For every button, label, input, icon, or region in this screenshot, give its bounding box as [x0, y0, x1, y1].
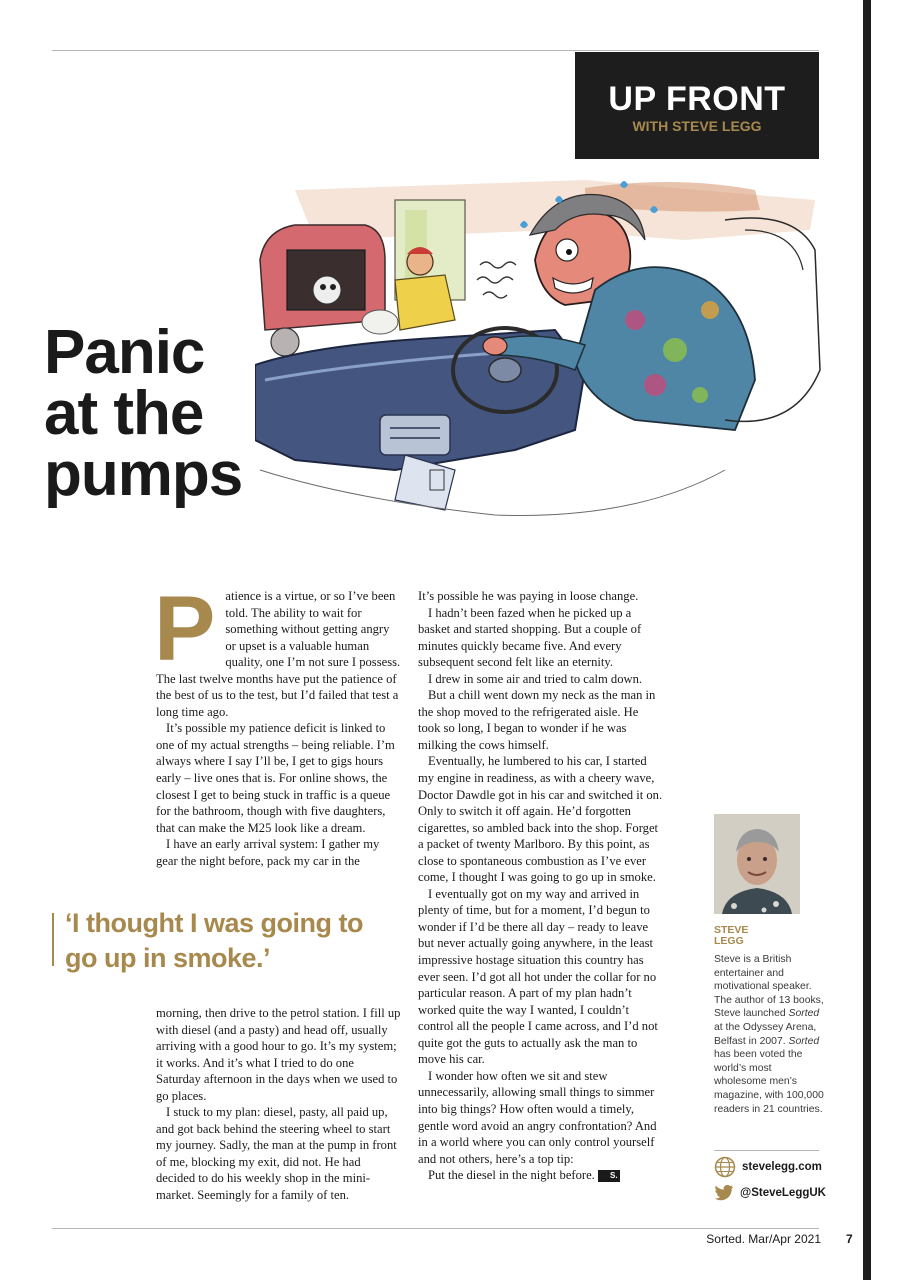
- article-column-1-bottom: [156, 1005, 401, 1204]
- body-paragraph: morning, then drive to the petrol station. I fill up with diesel (and a pasty) and head off, usually arriving with a good hour to go. It’s my system; it works. And it’s what I tried to do one Saturday afternoon in the days when we used to go places.: [156, 1006, 401, 1103]
- headline-line: at the: [44, 379, 204, 448]
- website-label: stevelegg.com: [742, 1161, 822, 1173]
- section-title: UP FRONT: [608, 80, 786, 118]
- author-photo: [714, 814, 800, 914]
- body-paragraph: I eventually got on my way and arrived in plenty of time, but for a moment, I’d begun to wonder if I’d be there all day – ready to leave but never actually going anywhere, in the least impressive hostage situation this country has ever seen. I’d got all hot under the collar for no particular reason. A part of my plan hadn’t worked quite the way I wanted, I couldn’t control all the people I came across, and I’d not quite got the guts to actually ask the man to move his car.: [418, 886, 658, 1067]
- bottom-rule: [52, 1228, 819, 1229]
- headline-line: Panic: [44, 318, 205, 387]
- author-name: STEVE LEGG: [714, 924, 749, 947]
- twitter-label: @SteveLeggUK: [740, 1187, 826, 1199]
- body-paragraph: I stuck to my plan: diesel, pasty, all paid up, and got back behind the steering wheel to start my journey. Sadly, the man at the pump in front of me, blocking my exit, did not. He had decided to do his weekly shop in the mini-market. Seemingly for a family of ten.: [156, 1105, 397, 1203]
- body-paragraph: Put the diesel in the night before. S.: [428, 1168, 618, 1183]
- body-paragraph: I wonder how often we sit and stew unnecessarily, allowing small things to simmer into big things? How often would a timely, gentle word avoid an angry confrontation? And in a world where you can only control yourself and not others, here’s a top tip:: [418, 1068, 657, 1166]
- twitter-link[interactable]: [714, 1182, 826, 1204]
- author-bio: Steve is a British entertainer and motivational speaker. The author of 13 books, Steve launched Sorted at the Odyssey Arena, Belfast in 2007. Sorted has been voted the world’s most wholesome men’s magazine, with 100,000 readers in 21 countries.: [714, 954, 824, 1115]
- cartoon-illustration: [255, 170, 830, 525]
- drop-cap: P: [154, 578, 216, 680]
- twitter-bird-icon: [714, 1184, 734, 1202]
- pull-quote: ‘I thought I was going to go up in smoke.’: [65, 908, 363, 973]
- article-column-1-top: [154, 578, 401, 869]
- headline-line: pumps: [44, 440, 243, 509]
- section-subtitle: WITH STEVE LEGG: [632, 118, 762, 134]
- top-rule: [52, 50, 819, 51]
- footer-magazine-issue: Sorted. Mar/Apr 2021: [706, 1232, 821, 1246]
- body-paragraph: Patience is a virtue, or so I’ve been told. The ability to wait for something without getting angry or upset is a valuable human quality, one I’m not sure I possess. The last twelve months have put the patience of the best of us to the test, but I’d failed that test a long time ago.: [154, 578, 401, 719]
- body-paragraph: But a chill went down my neck as the man in the shop moved to the refrigerated aisle. He took so long, I began to wonder if he was milking the cows himself.: [418, 688, 656, 752]
- page-edge-bar: [863, 0, 871, 1280]
- globe-icon: [714, 1156, 736, 1178]
- website-link[interactable]: [714, 1156, 822, 1178]
- section-header: [575, 52, 819, 159]
- body-paragraph: It’s possible he was paying in loose change.: [418, 589, 639, 603]
- body-paragraph: I have an early arrival system: I gather my gear the night before, pack my car in the: [156, 837, 380, 868]
- bio-divider: [714, 1150, 819, 1151]
- page-number: 7: [846, 1232, 853, 1246]
- article-column-2: [418, 588, 663, 1184]
- article-headline: [44, 318, 304, 509]
- body-paragraph: I hadn’t been fazed when he picked up a basket and started shopping. But a couple of minutes quickly became five. And every subsequent second felt like an eternity.: [418, 605, 642, 670]
- body-paragraph: Eventually, he lumbered to his car, I started my engine in readiness, as with a cheery wave, Doctor Dawdle got in his car and switched it on. Only to switch it off again. He’d forgotten cigarettes, so ambled back into the shop. Forget a packet of twenty Marlboro. By this point, as close to spontaneous combustion as I’ve ever come, I thought I was going to go up in smoke.: [418, 754, 663, 885]
- body-paragraph: I drew in some air and tried to calm down.: [428, 671, 643, 686]
- end-mark: S.: [598, 1170, 620, 1182]
- body-paragraph: It’s possible my patience deficit is linked to one of my actual strengths – being reliable. I’m always where I say I’ll be, I get to gigs hours early – live ones that is. For online shows, the closest I get to being stuck in traffic is a queue for the bathroom, though with five daughters, that can make the M25 look like a dream.: [156, 721, 395, 835]
- pull-quote-bar: [52, 913, 54, 966]
